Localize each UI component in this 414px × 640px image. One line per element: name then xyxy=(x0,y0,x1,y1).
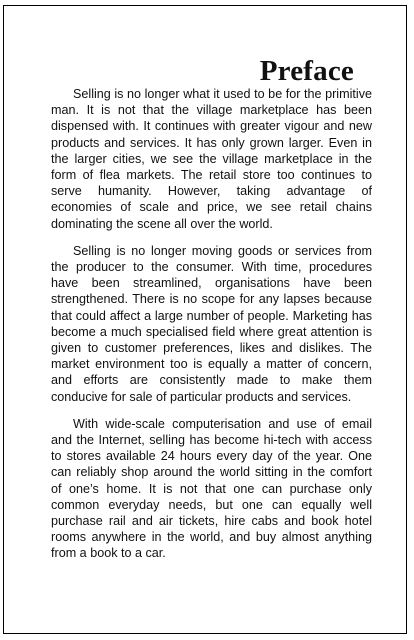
preface-body xyxy=(51,86,372,573)
paragraph-2: Selling is no longer moving goods or services from the producer to the consumer. With time, procedures have been streamlined, organisations have been strengthened. There is no scope for any lapses because that could affect a large number of people. Marketing has become a much specialised field where great attention is given to customer preferences, likes and dislikes. The market environment too is equally a matter of concern, and efforts are consistently made to make them conducive for sale of particular products and services. xyxy=(51,243,372,404)
page-title: Preface xyxy=(259,55,354,87)
paragraph-1: Selling is no longer what it used to be for the primitive man. It is not that the village marketplace has been dispensed with. It continues with greater vigour and new products and services. It has only grown larger. Even in the larger cities, we see the village marketplace in the form of flea markets. The retail store too continues to serve humanity. However, taking advantage of economies of scale and price, we see retail chains dominating the scene all over the world. xyxy=(51,87,372,231)
page-frame xyxy=(3,5,407,634)
paragraph-3: With wide-scale computerisation and use of email and the Internet, selling has become hi-tech with access to stores available 24 hours every day of the year. One can reliably shop around the world sitting in the comfort of one’s home. It is not that one can purchase only common everyday needs, but one can equally well purchase rail and air tickets, hire cabs and book hotel rooms anywhere in the world, and buy almost anything from a book to a car. xyxy=(51,416,372,561)
